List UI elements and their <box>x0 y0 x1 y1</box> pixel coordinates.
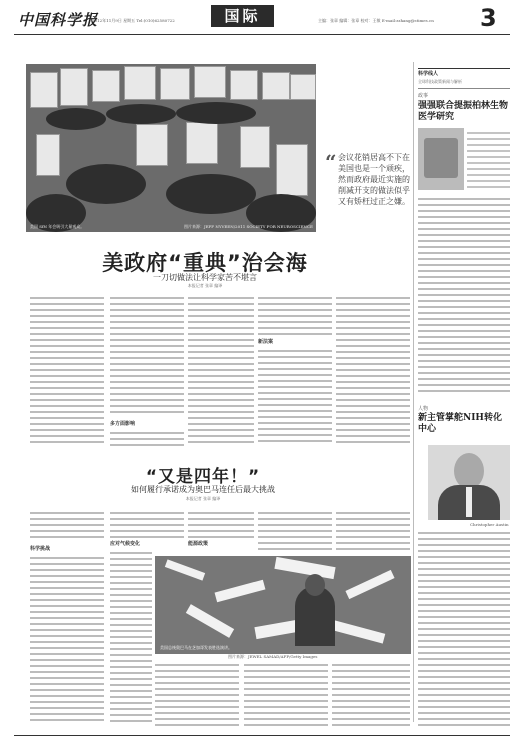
article-column <box>30 295 104 445</box>
masthead: 中国科学报 <box>18 11 99 29</box>
sidebar-article-1 <box>418 196 510 396</box>
article-column <box>336 295 410 445</box>
sidebar-title-2: 新主管掌舵NIH转化中心 <box>418 413 502 434</box>
section-head: 多方面影响 <box>110 421 136 427</box>
sidebar-title-1: 强强联合提振柏林生物医学研究 <box>418 101 509 122</box>
headline-1: 美政府“重典”治会海 <box>102 251 308 275</box>
subhead-2: 如何履行承诺成为奥巴马连任后最大挑战 <box>131 485 275 494</box>
sidebar-label-1: 政事 <box>418 93 429 99</box>
section-label: 国际 <box>211 5 274 27</box>
column-divider <box>413 62 414 722</box>
article-column <box>336 510 410 550</box>
article-column <box>188 510 254 538</box>
article-column <box>110 510 184 538</box>
conference-photo <box>26 64 316 232</box>
article-column <box>110 295 184 415</box>
sidebar-photo-1 <box>418 128 464 190</box>
byline-2: 本报记者 张章 编译 <box>185 496 221 501</box>
section-head: 应对气候变化 <box>110 541 141 547</box>
subhead-1: 一刀切做法让科学家苦不堪言 <box>153 273 257 282</box>
page-number: 3 <box>480 4 497 32</box>
article-column <box>30 510 104 542</box>
article-column <box>258 510 332 550</box>
pull-quote: 会议花销居高不下在美国也是一个顽疾，然而政府最近实施的削减开支的做法似乎又有矫枉过正之嫌。 <box>338 153 410 206</box>
header-rule <box>14 34 510 35</box>
sidebar-photo-caption <box>467 130 510 188</box>
footer-rule <box>14 735 510 736</box>
quote-mark-icon: “ <box>325 150 337 174</box>
section-head: 科学挑战 <box>30 546 51 552</box>
article-column <box>332 662 410 726</box>
article-column <box>30 555 104 725</box>
photo-credit: 图片来源：JEWEL SAMAD/AFP/Getty Images <box>228 654 318 659</box>
dateline: 2012年11月9日 星期五 Tel:(010)62580722 <box>92 18 175 23</box>
section-head: 新法案 <box>258 339 274 345</box>
article-column <box>188 295 254 445</box>
sidebar-divider <box>418 88 510 89</box>
photo-credit: 图片来源：JEFF NYVEEN/2011 SOCIETY FOR NEUROSCIENCE <box>184 224 313 229</box>
portrait-caption: Christopher Austin <box>470 522 509 527</box>
headline-2: “又是四年！” <box>145 467 261 487</box>
sidebar-article-2 <box>418 530 510 726</box>
article-column <box>258 295 332 335</box>
photo-caption: 美国 SfN 年会吸引大量观众。 <box>30 224 85 229</box>
celebration-photo <box>155 556 411 654</box>
article-column <box>110 430 184 450</box>
sidebar-rule <box>418 68 510 69</box>
article-column <box>258 348 332 446</box>
portrait-photo <box>428 445 510 520</box>
byline-1: 本报记者 张章 编译 <box>187 283 223 288</box>
sidebar-kicker: 全球科技政策新闻与解析 <box>418 79 462 84</box>
sidebar-tag: 科学线人 <box>418 71 439 77</box>
section-head: 能源政策 <box>188 541 209 547</box>
sidebar-label-2: 人物 <box>418 406 429 412</box>
photo-caption: 美国总统奥巴马在芝加哥发表胜选演讲。 <box>160 645 232 650</box>
article-column <box>110 550 152 725</box>
editors-line: 主编：张章 编辑：张章 校对：王敏 E-mail:zzhang@stimes.cn <box>318 18 434 23</box>
article-column <box>244 662 328 726</box>
article-column <box>155 662 239 726</box>
